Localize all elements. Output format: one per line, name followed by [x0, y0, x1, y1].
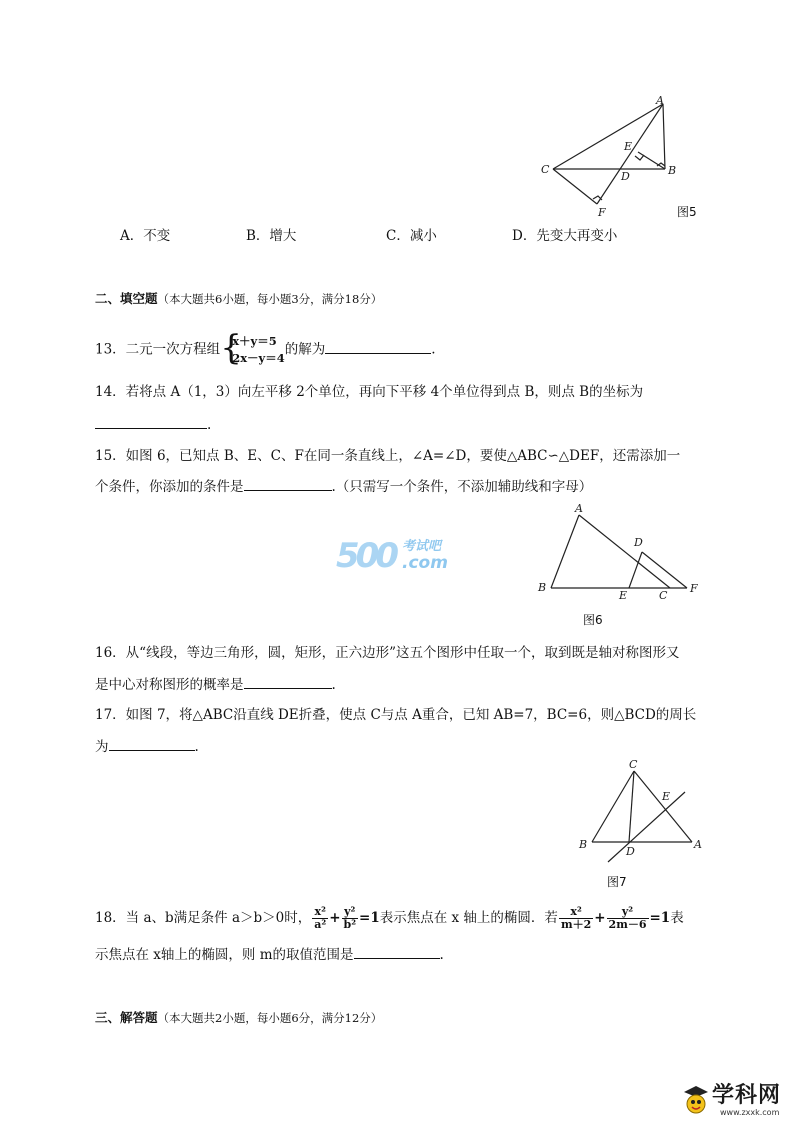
mascot-icon [682, 1084, 710, 1116]
q13-suffix: 的解为 [284, 341, 326, 358]
fig5-label-b: B [668, 164, 677, 177]
q18-fraction-y2-2m6: $\frac{\text{y²}}{2m-6}$ [608, 905, 647, 931]
fig5-label-c: C [541, 163, 550, 176]
q16-line1: 16．从“线段，等边三角形，圆，矩形，正六边形”这五个图形中任取一个，取到既是轴对称图形又 [95, 645, 680, 661]
q16-end: . [331, 677, 336, 693]
q18-part3: 表 [670, 910, 684, 926]
q13-equation-system: { x＋y＝5 2x－y＝4 [220, 328, 285, 368]
q16-answer-blank [244, 674, 332, 689]
fig5-label-e: E [624, 140, 633, 153]
q18-line2 [95, 944, 444, 965]
fig7-label-d: D [626, 845, 635, 858]
q18-line2-start: 示焦点在 x轴上的椭圆，则 m的取值范围是 [95, 947, 354, 963]
q13-eq1: x＋y＝5 [232, 334, 277, 348]
q13-prefix: 13．二元一次方程组 [95, 341, 221, 358]
fig7-label-e: E [662, 790, 671, 803]
logo-url: www.zxxk.com [720, 1108, 780, 1117]
q18-fraction-x2-a2: $\frac{\text{x²}}{\text{a²}}$ [314, 905, 327, 931]
q15-line2-start: 个条件，你添加的条件是 [95, 479, 244, 495]
q15-line2-end: .（只需写一个条件，不添加辅助线和字母） [331, 479, 593, 495]
q12-option-c: C．减小 [386, 228, 437, 244]
section-3-heading [95, 1008, 382, 1026]
q18-end: . [439, 947, 444, 963]
q12-option-a: A．不变 [120, 228, 171, 244]
q18-fraction-x2-m2: $\frac{\text{x²}}{m+2}$ [560, 905, 592, 931]
q14-answer-blank [95, 414, 207, 429]
q14-line2 [95, 414, 211, 435]
fig6-caption: 图6 [583, 613, 603, 627]
q17-line2 [95, 736, 199, 757]
q17-line1: 17．如图 7，将△ABC沿直线 DE折叠，使点 C与点 A重合，已知 AB=7，BC=6，则△BCD的周长 [95, 707, 697, 723]
section-2-note: （本大题共6小题，每小题3分，满分18分） [157, 292, 383, 306]
fig6-label-e: E [619, 589, 628, 602]
q17-line2-start: 为 [95, 739, 109, 755]
q12-option-d: D．先变大再变小 [512, 228, 618, 244]
section-2-title: 二、填空题 [95, 291, 158, 306]
q17-answer-blank [109, 736, 195, 751]
fig6-label-d: D [634, 536, 643, 549]
fig7-caption: 图7 [607, 875, 627, 889]
q18-answer-blank [354, 944, 440, 959]
q17-end: . [194, 739, 199, 755]
fig7-label-c: C [629, 758, 638, 771]
figure-7 [575, 756, 705, 871]
q15-line1: 15．如图 6，已知点 B、E、C、F在同一条直线上，∠A=∠D，要使△ABC∽△DEF，还需添加一 [95, 448, 681, 464]
q12-option-b: B．增大 [246, 228, 297, 244]
fig7-label-a: A [694, 838, 702, 851]
q15-line2 [95, 476, 592, 497]
watermark-text1: 考试吧 [402, 539, 442, 554]
fig6-label-a: A [575, 502, 583, 515]
watermark-number: 500 [336, 536, 395, 576]
fig5-label-d: D [621, 170, 630, 183]
fig6-label-f: F [690, 582, 698, 595]
figure-6 [535, 500, 705, 605]
q18-fraction-y2-b2: $\frac{\text{y²}}{\text{b²}}$ [343, 905, 357, 931]
q16-line2 [95, 674, 336, 695]
fig7-label-b: B [579, 838, 588, 851]
section-2-heading [95, 289, 382, 307]
watermark-text2: .com [402, 553, 448, 573]
fig5-label-f: F [598, 206, 606, 219]
fig6-label-c: C [659, 589, 668, 602]
q18-part2: 表示焦点在 x 轴上的椭圆．若 [379, 910, 558, 926]
section-3-title: 三、解答题 [95, 1010, 158, 1025]
q13-end: . [431, 341, 436, 358]
fig5-caption: 图5 [677, 205, 697, 219]
question-13 [95, 328, 436, 368]
q16-line2-start: 是中心对称图形的概率是 [95, 677, 244, 693]
q13-eq2: 2x－y＝4 [232, 351, 285, 365]
fig5-label-a: A [656, 94, 664, 107]
q14-end: . [207, 417, 212, 433]
watermark-500ks [336, 536, 448, 576]
logo-main-text: 学科网 [712, 1083, 782, 1108]
fig6-label-b: B [538, 581, 547, 594]
q13-answer-blank [325, 339, 431, 354]
q18-line1: 18．当 a、b满足条件 a＞b＞0时， $\frac{\text{x²}}{\text{a²}}$ + $\frac{\text{y²}}{\text{b²}}$ =1表示焦点在 x 轴上的椭圆．若 $\frac{\text{x²}}{m+2}$ + $\frac{\text{y²}}{2m-6}$ =1表 [95, 905, 684, 931]
q14-line1: 14．若将点 A（1，3）向左平移 2个单位，再向下平移 4个单位得到点 B，则点 B的坐标为 [95, 384, 644, 400]
section-3-note: （本大题共2小题，每小题6分，满分12分） [157, 1011, 383, 1025]
q15-answer-blank [244, 476, 332, 491]
zxxk-logo [682, 1082, 790, 1120]
q18-part1: 18．当 a、b满足条件 a＞b＞0时， [95, 910, 312, 926]
